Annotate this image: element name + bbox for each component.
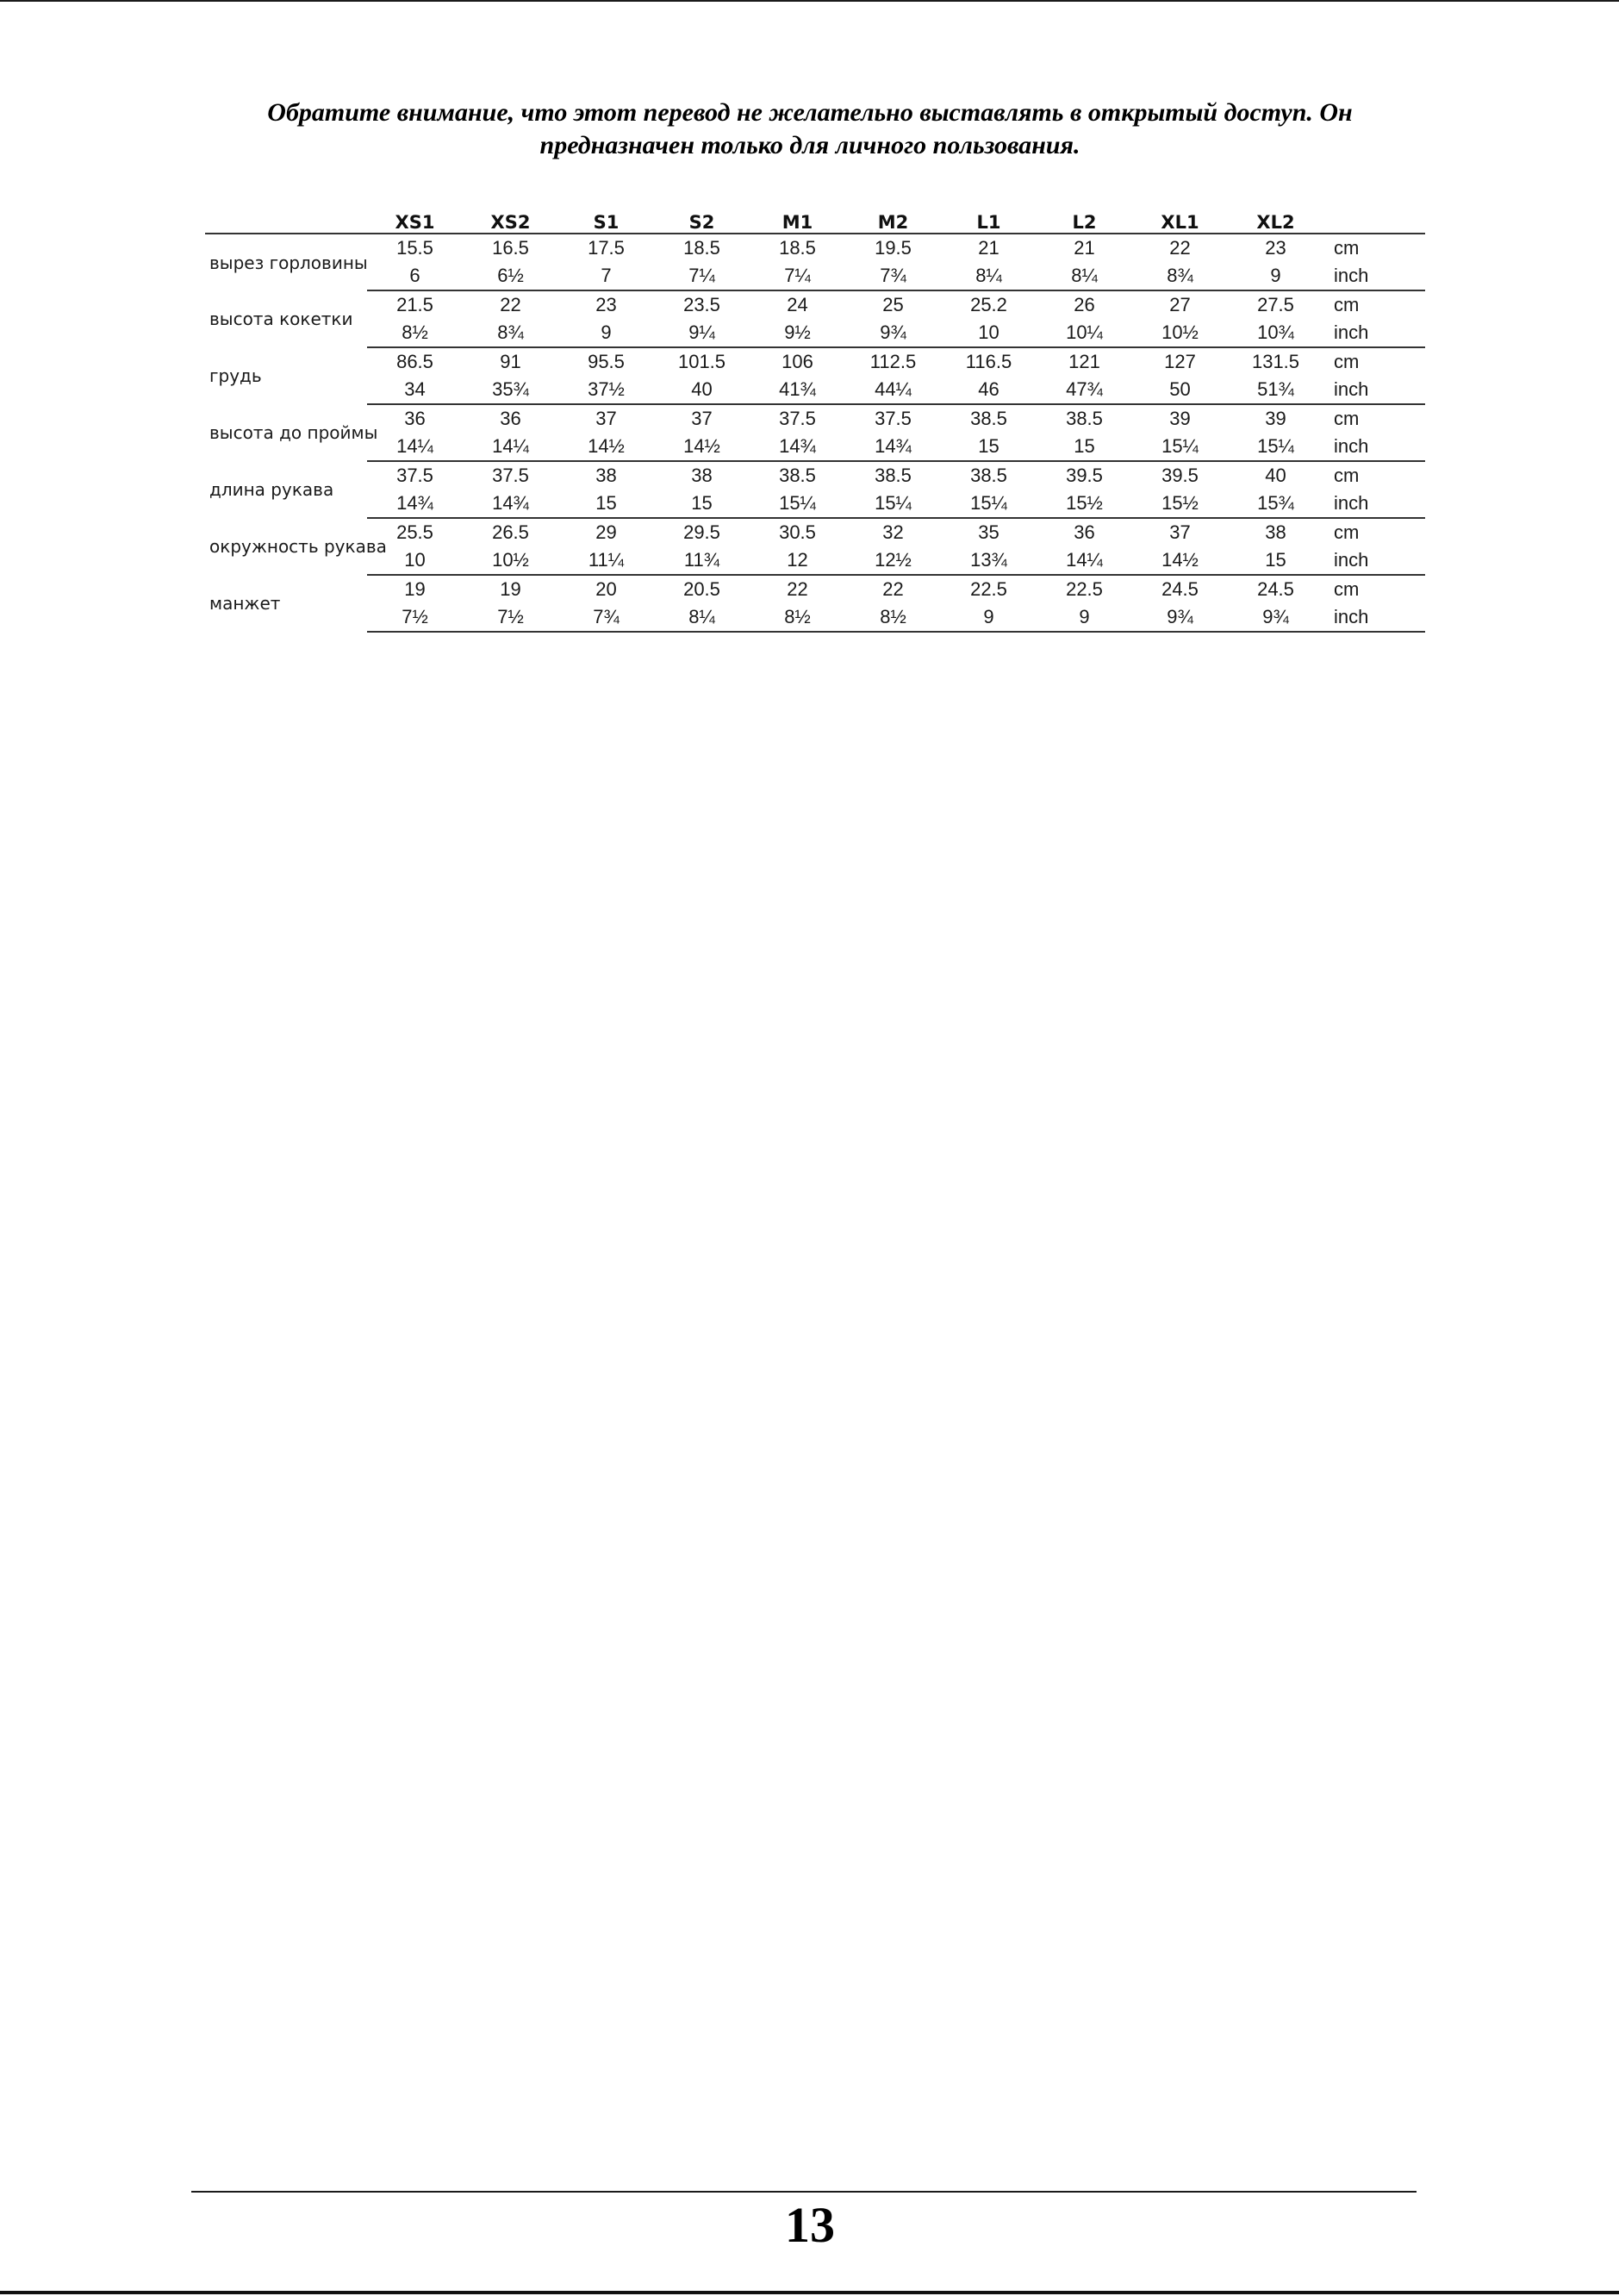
cm-value: 37.5 (492, 465, 529, 486)
measurement-label: высота до проймы (209, 422, 378, 443)
cm-value: 22 (1169, 237, 1191, 259)
cm-value: 22.5 (970, 578, 1007, 600)
cm-value: 38.5 (875, 465, 912, 486)
measurement-row-inch (205, 490, 1425, 518)
measurement-row-cm (205, 347, 1425, 376)
measurement-row-cm (205, 518, 1425, 546)
unit-inch: inch (1323, 490, 1425, 518)
inch-value: 8¼ (654, 603, 750, 632)
inch-value: 12½ (845, 546, 941, 575)
unit-inch: inch (1323, 546, 1425, 575)
measurement-row-cm (205, 461, 1425, 490)
cm-value: 37 (1169, 521, 1191, 543)
inch-value: 12 (750, 546, 845, 575)
notice-text (198, 97, 1422, 162)
cm-value: 101.5 (677, 351, 726, 372)
inch-value: 15½ (1132, 490, 1228, 518)
inch-value: 50 (1132, 376, 1228, 404)
cm-value: 39 (1169, 408, 1191, 429)
inch-value: 7½ (463, 603, 558, 632)
unit-inch: inch (1323, 262, 1425, 290)
size-header: M1 (750, 210, 845, 234)
inch-value: 47¾ (1037, 376, 1132, 404)
inch-value: 9 (941, 603, 1037, 632)
inch-value: 8¼ (1037, 262, 1132, 290)
cm-value: 20.5 (683, 578, 720, 600)
cm-value: 131.5 (1251, 351, 1300, 372)
size-header: S1 (558, 210, 654, 234)
measurement-row-cm (205, 290, 1425, 319)
cm-value: 19 (500, 578, 521, 600)
size-header: XL1 (1132, 210, 1228, 234)
cm-value: 38.5 (779, 465, 816, 486)
cm-value: 39 (1265, 408, 1286, 429)
inch-value: 15 (558, 490, 654, 518)
inch-value: 15¼ (750, 490, 845, 518)
inch-value: 9 (1037, 603, 1132, 632)
inch-value: 8¼ (941, 262, 1037, 290)
cm-value: 27.5 (1257, 294, 1294, 315)
header-unit-cell (1323, 210, 1425, 234)
cm-value: 95.5 (588, 351, 625, 372)
cm-value: 32 (882, 521, 904, 543)
cm-value: 22 (500, 294, 521, 315)
inch-value: 46 (941, 376, 1037, 404)
measurement-row-inch (205, 319, 1425, 347)
inch-value: 10¾ (1228, 319, 1323, 347)
inch-value: 37½ (558, 376, 654, 404)
measurement-row-inch (205, 603, 1425, 632)
cm-value: 16.5 (492, 237, 529, 259)
size-header: L1 (941, 210, 1037, 234)
inch-value: 14½ (558, 433, 654, 461)
cm-value: 38.5 (970, 408, 1007, 429)
notice-line-2: предназначен только для личного пользования. (539, 131, 1080, 159)
unit-cm: cm (1334, 465, 1360, 486)
inch-value: 41¾ (750, 376, 845, 404)
cm-value: 23.5 (683, 294, 720, 315)
inch-value: 14¼ (463, 433, 558, 461)
size-table-body (205, 234, 1425, 632)
cm-value: 22 (882, 578, 904, 600)
unit-inch: inch (1323, 376, 1425, 404)
unit-cm: cm (1334, 294, 1360, 315)
cm-value: 21 (1074, 237, 1095, 259)
cm-value: 116.5 (965, 351, 1012, 372)
cm-value: 121 (1068, 351, 1100, 372)
inch-value: 34 (367, 376, 463, 404)
measurement-label: окружность рукава (209, 536, 387, 557)
inch-value: 9 (558, 319, 654, 347)
inch-value: 11¼ (558, 546, 654, 575)
cm-value: 21 (978, 237, 999, 259)
cm-value: 23 (595, 294, 617, 315)
measurement-row-inch (205, 376, 1425, 404)
cm-value: 112.5 (869, 351, 917, 372)
inch-value: 15 (1228, 546, 1323, 575)
cm-value: 39.5 (1066, 465, 1103, 486)
measurement-row-cm (205, 575, 1425, 603)
cm-value: 20 (595, 578, 617, 600)
measurement-label: высота кокетки (209, 309, 353, 329)
inch-value: 15 (654, 490, 750, 518)
unit-inch: inch (1323, 433, 1425, 461)
cm-value: 91 (500, 351, 521, 372)
cm-value: 38 (595, 465, 617, 486)
cm-value: 38.5 (1066, 408, 1103, 429)
unit-cm: cm (1334, 351, 1360, 372)
cm-value: 127 (1164, 351, 1196, 372)
cm-value: 24.5 (1257, 578, 1294, 600)
size-header: M2 (845, 210, 941, 234)
cm-value: 21.5 (396, 294, 433, 315)
size-header: XS1 (367, 210, 463, 234)
inch-value: 14¾ (845, 433, 941, 461)
unit-inch: inch (1323, 319, 1425, 347)
cm-value: 24.5 (1161, 578, 1199, 600)
inch-value: 10 (367, 546, 463, 575)
cm-value: 38 (1265, 521, 1286, 543)
header-label-cell (205, 210, 367, 234)
inch-value: 7¼ (654, 262, 750, 290)
cm-value: 23 (1265, 237, 1286, 259)
inch-value: 9½ (750, 319, 845, 347)
cm-value: 27 (1169, 294, 1191, 315)
size-header: S2 (654, 210, 750, 234)
cm-value: 18.5 (779, 237, 816, 259)
inch-value: 15¾ (1228, 490, 1323, 518)
unit-cm: cm (1334, 237, 1360, 259)
cm-value: 29 (595, 521, 617, 543)
bottom-border (0, 2291, 1619, 2294)
inch-value: 14¾ (367, 490, 463, 518)
inch-value: 40 (654, 376, 750, 404)
inch-value: 10½ (463, 546, 558, 575)
inch-value: 15¼ (845, 490, 941, 518)
cm-value: 38 (691, 465, 713, 486)
cm-value: 22 (787, 578, 808, 600)
measurement-row-inch (205, 546, 1425, 575)
size-header: XS2 (463, 210, 558, 234)
inch-value: 9¼ (654, 319, 750, 347)
cm-value: 37.5 (779, 408, 816, 429)
measurement-row-cm (205, 234, 1425, 262)
inch-value: 8½ (367, 319, 463, 347)
inch-value: 6½ (463, 262, 558, 290)
measurement-row-cm (205, 404, 1425, 433)
inch-value: 7¼ (750, 262, 845, 290)
inch-value: 7 (558, 262, 654, 290)
inch-value: 15 (941, 433, 1037, 461)
cm-value: 106 (781, 351, 813, 372)
inch-value: 9¾ (1132, 603, 1228, 632)
cm-value: 15.5 (396, 237, 433, 259)
measurement-row-inch (205, 262, 1425, 290)
size-chart-table (205, 210, 1425, 633)
cm-value: 24 (787, 294, 808, 315)
inch-value: 9¾ (845, 319, 941, 347)
inch-value: 51¾ (1228, 376, 1323, 404)
cm-value: 30.5 (779, 521, 816, 543)
cm-value: 36 (500, 408, 521, 429)
cm-value: 25.2 (970, 294, 1007, 315)
cm-value: 19 (404, 578, 426, 600)
inch-value: 8½ (750, 603, 845, 632)
size-header: L2 (1037, 210, 1132, 234)
notice-line-1: Обратите внимание, что этот перевод не желательно выставлять в открытый доступ. Он (267, 98, 1353, 127)
measurement-label: длина рукава (209, 479, 334, 500)
cm-value: 26.5 (492, 521, 529, 543)
top-border (0, 0, 1619, 2)
inch-value: 35¾ (463, 376, 558, 404)
cm-value: 37.5 (875, 408, 912, 429)
inch-value: 9 (1228, 262, 1323, 290)
measurement-label: грудь (209, 365, 262, 386)
inch-value: 13¾ (941, 546, 1037, 575)
measurement-row-inch (205, 433, 1425, 461)
cm-value: 22.5 (1066, 578, 1103, 600)
cm-value: 18.5 (683, 237, 720, 259)
inch-value: 14½ (1132, 546, 1228, 575)
page-number: 13 (785, 2197, 835, 2253)
inch-value: 14¼ (367, 433, 463, 461)
inch-value: 14½ (654, 433, 750, 461)
inch-value: 7¾ (845, 262, 941, 290)
measurement-label: манжет (209, 593, 281, 614)
inch-value: 9¾ (1228, 603, 1323, 632)
inch-value: 15¼ (1228, 433, 1323, 461)
inch-value: 14¼ (1037, 546, 1132, 575)
cm-value: 26 (1074, 294, 1095, 315)
inch-value: 15¼ (1132, 433, 1228, 461)
inch-value: 14¾ (463, 490, 558, 518)
cm-value: 25 (882, 294, 904, 315)
cm-value: 37 (691, 408, 713, 429)
inch-value: 6 (367, 262, 463, 290)
inch-value: 11¾ (654, 546, 750, 575)
inch-value: 7½ (367, 603, 463, 632)
inch-value: 44¼ (845, 376, 941, 404)
cm-value: 39.5 (1161, 465, 1199, 486)
inch-value: 8½ (845, 603, 941, 632)
cm-value: 38.5 (970, 465, 1007, 486)
unit-inch: inch (1323, 603, 1425, 632)
cm-value: 35 (978, 521, 999, 543)
cm-value: 25.5 (396, 521, 433, 543)
cm-value: 36 (1074, 521, 1095, 543)
cm-value: 37.5 (396, 465, 433, 486)
cm-value: 86.5 (396, 351, 433, 372)
cm-value: 29.5 (683, 521, 720, 543)
unit-cm: cm (1334, 408, 1360, 429)
inch-value: 7¾ (558, 603, 654, 632)
cm-value: 36 (404, 408, 426, 429)
cm-value: 17.5 (588, 237, 625, 259)
cm-value: 19.5 (875, 237, 912, 259)
inch-value: 15¼ (941, 490, 1037, 518)
cm-value: 37 (595, 408, 617, 429)
inch-value: 15 (1037, 433, 1132, 461)
unit-cm: cm (1334, 521, 1360, 543)
inch-value: 8¾ (463, 319, 558, 347)
cm-value: 40 (1265, 465, 1286, 486)
inch-value: 10 (941, 319, 1037, 347)
inch-value: 10½ (1132, 319, 1228, 347)
measurement-label: вырез горловины (209, 252, 368, 273)
size-header: XL2 (1228, 210, 1323, 234)
inch-value: 8¾ (1132, 262, 1228, 290)
unit-cm: cm (1334, 578, 1360, 600)
inch-value: 14¾ (750, 433, 845, 461)
inch-value: 10¼ (1037, 319, 1132, 347)
footer-divider (191, 2191, 1417, 2193)
size-header-row (205, 210, 1425, 234)
inch-value: 15½ (1037, 490, 1132, 518)
